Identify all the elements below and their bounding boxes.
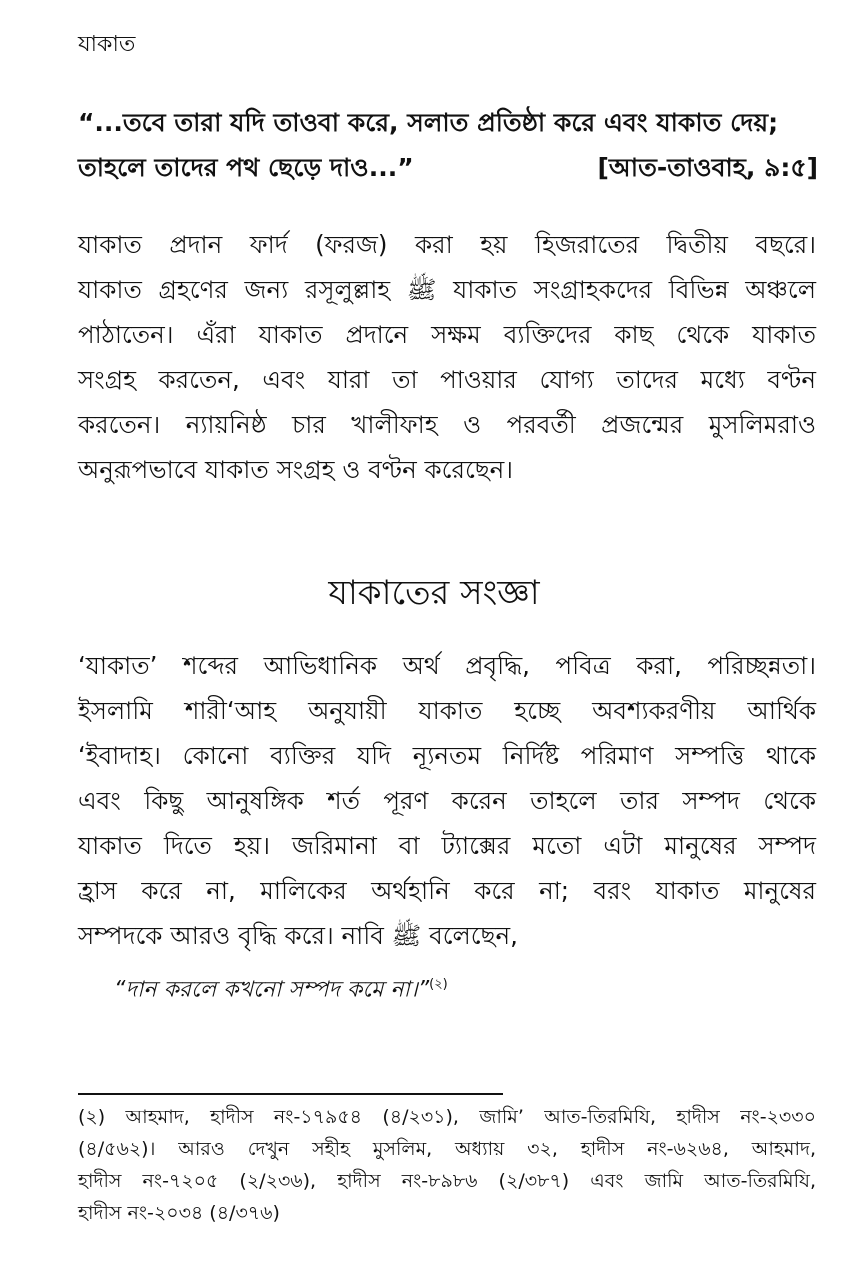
footnote-reference[interactable]: (২) <box>429 977 448 992</box>
paragraph-line: যাকাত গ্রহণের জন্য রসূলুল্লাহ ﷺ যাকাত সংগ্রাহকদের বিভিন্ন অঞ্চলে <box>78 275 817 304</box>
paragraph-line: যাকাত দিতে হয়। জরিমানা বা ট্যাক্সের মতো এটা মানুষের সম্পদ <box>78 831 816 860</box>
paragraph-zakat-definition <box>78 643 816 958</box>
paragraph-line: করতেন। ন্যায়নিষ্ঠ চার খালীফাহ ও পরবর্তী প্রজন্মের মুসলিমরাও <box>78 410 816 439</box>
running-header: যাকাত <box>78 32 136 57</box>
hadith-quote-text: “দান করলে কখনো সম্পদ কমে না।” <box>114 977 430 1003</box>
quran-quote <box>78 100 818 190</box>
quote-line-1: “...তবে তারা যদি তাওবা করে, সলাত প্রতিষ্ঠা করে এবং যাকাত দেয়; <box>78 108 779 137</box>
paragraph-line: যাকাত প্রদান ফার্দ (ফরজ) করা হয় হিজরাতের দ্বিতীয় বছরে। <box>78 230 816 259</box>
footnote-line: (২) আহমাদ, হাদীস নং-১৭৯৫৪ (৪/২৩১), জামি’ আত-তিরমিযি, হাদীস নং-২৩৩০ <box>78 1106 816 1128</box>
section-title: যাকাতের সংজ্ঞা <box>328 573 540 613</box>
paragraph-line: ‘ইবাদাহ। কোনো ব্যক্তির যদি ন্যূনতম নির্দিষ্ট পরিমাণ সম্পত্তি থাকে <box>78 741 816 770</box>
paragraph-line: পাঠাতেন। এঁরা যাকাত প্রদানে সক্ষম ব্যক্তিদের কাছ থেকে যাকাত <box>78 320 816 349</box>
footnote-line: (৪/৫৬২)। আরও দেখুন সহীহ মুসলিম, অধ্যায় ৩২, হাদীস নং-৬২৬৪, আহমাদ, <box>78 1138 816 1160</box>
footnotes <box>78 1101 816 1229</box>
hadith-quote <box>114 965 448 1010</box>
paragraph-line: এবং কিছু আনুষঙ্গিক শর্ত পূরণ করেন তাহলে তার সম্পদ থেকে <box>78 786 816 815</box>
quote-line-2 <box>78 145 818 190</box>
paragraph-line: সম্পদকে আরও বৃদ্ধি করে। নাবি ﷺ বলেছেন, <box>78 921 518 950</box>
footnote-line: হাদীস নং-৭২০৫ (২/২৩৬), হাদীস নং-৮৯৮৬ (২/৩৮৭) এবং জামি আত-তিরমিযি, <box>78 1170 816 1192</box>
paragraph-line: সংগ্রহ করতেন, এবং যারা তা পাওয়ার যোগ্য তাদের মধ্যে বণ্টন <box>78 365 816 394</box>
paragraph-line: হ্রাস করে না, মালিকের অর্থহানি করে না; বরং যাকাত মানুষের <box>78 876 816 905</box>
quote-reference: [আত-তাওবাহ, ৯:৫] <box>597 153 818 182</box>
paragraph-line: ‘যাকাত’ শব্দের আভিধানিক অর্থ প্রবৃদ্ধি, পবিত্র করা, পরিচ্ছন্নতা। <box>78 651 816 680</box>
paragraph-line: অনুরূপভাবে যাকাত সংগ্রহ ও বণ্টন করেছেন। <box>78 455 514 484</box>
quote-line-2-text: তাহলে তাদের পথ ছেড়ে দাও...” <box>78 153 414 182</box>
paragraph-zakat-history <box>78 222 816 492</box>
footnote-divider <box>78 1093 503 1095</box>
footnote-line: হাদীস নং-২০৩৪ (৪/৩৭৬) <box>78 1202 280 1224</box>
paragraph-line: ইসলামি শারী‘আহ অনুযায়ী যাকাত হচ্ছে অবশ্যকরণীয় আর্থিক <box>78 696 816 725</box>
